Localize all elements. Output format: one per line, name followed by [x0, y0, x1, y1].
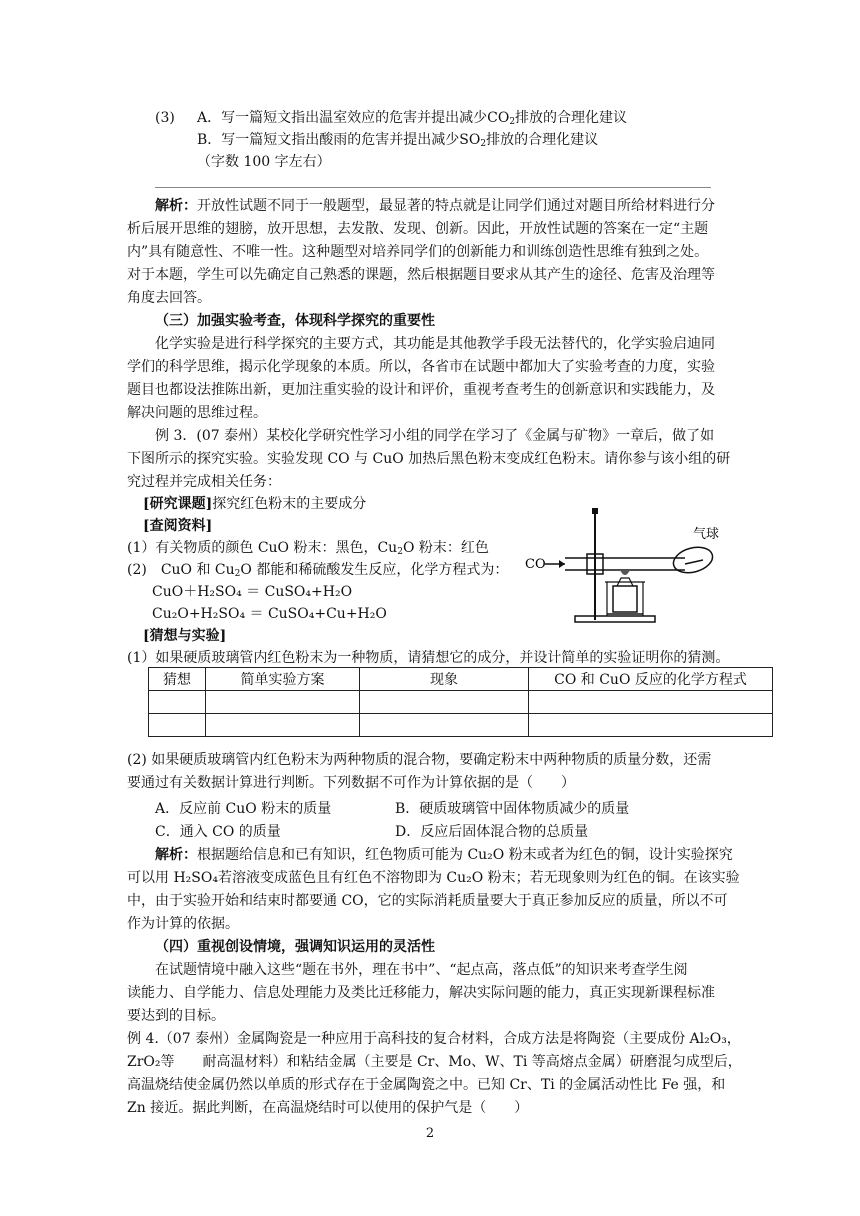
guess-table: [148, 667, 773, 737]
analysis2-line1: 解析：根据题给信息和已有知识，红色物质可能为 Cu₂O 粉末或者为红色的铜，设计实验探究: [155, 847, 733, 863]
section3-p3: 题目也都设法推陈出新，更加注重实验的设计和评价，重视考查考生的创新意识和实践能力，及: [127, 382, 715, 398]
table-cell[interactable]: [360, 714, 529, 737]
question-1: (1）如果硬质玻璃管内红色粉末为一种物质，请猜想它的成分，并设计简单的实验证明你的猜测。: [127, 650, 730, 666]
table-cell[interactable]: [149, 691, 206, 714]
section3-p2: 学们的科学思维，揭示化学现象的本质。所以，各省市在试题中都加大了实验考查的力度，实验: [127, 359, 715, 375]
q3-option-b: B．写一篇短文指出酸雨的危害并提出减少$SO_2$排放的合理化建议: [197, 132, 599, 149]
option-c: C．通入 CO 的质量: [155, 824, 281, 840]
section3-p1: 化学实验是进行科学探究的主要方式，其功能是其他教学手段无法替代的，化学实验启迪同: [155, 336, 715, 352]
example3-line3: 究过程并完成相关任务：: [127, 474, 281, 490]
table-cell[interactable]: [529, 691, 773, 714]
question-2-line2: 要通过有关数据计算进行判断。下列数据不可作为计算依据的是（ ）: [127, 775, 575, 791]
reference-label: [查阅资料]: [143, 518, 213, 534]
co-label: CO: [525, 557, 546, 572]
table-cell[interactable]: [360, 691, 529, 714]
example4-line1: 例 4.（07 泰州）金属陶瓷是一种应用于高科技的复合材料，合成方法是将陶瓷（主要成份 Al₂O₃，: [127, 1031, 741, 1047]
section4-p3: 要达到的目标。: [127, 1008, 225, 1024]
apparatus-figure: [525, 508, 725, 628]
table-header: 现象: [360, 668, 529, 691]
divider-line: [155, 187, 711, 188]
research-topic: [研究课题]探究红色粉末的主要成分: [143, 496, 367, 512]
balloon-label: 气球: [693, 527, 720, 542]
q3-note: （字数 100 字左右）: [197, 154, 331, 170]
table-cell[interactable]: [206, 714, 360, 737]
reference-item-1: (1）有关物质的颜色 CuO 粉末：黑色，$Cu_2O$ 粉末：红色: [127, 540, 489, 557]
analysis1-line4: 对于本题，学生可以先确定自己熟悉的课题，然后根据题目要求从其产生的途径、危害及治理等: [127, 267, 715, 283]
analysis1-line5: 角度去回答。: [127, 290, 211, 306]
table-header-row: [149, 668, 773, 691]
example4-line4: Zn 接近。据此判断，在高温烧结时可以使用的保护气是（ ）: [127, 1100, 529, 1116]
analysis1-line3: 内”具有随意性、不唯一性。这种题型对培养同学们的创新能力和训练创造性思维有独到之处。: [127, 244, 709, 260]
example3-line2: 下图所示的探究实验。实验发现 CO 与 CuO 加热后黑色粉末变成红色粉末。请你参与该小组的研: [127, 451, 731, 467]
analysis2-line4: 作为计算的依据。: [127, 916, 239, 932]
table-row: [149, 714, 773, 737]
section3-heading: （三）加强实验考查，体现科学探究的重要性: [155, 313, 435, 329]
section4-heading: （四）重视创设情境，强调知识运用的灵活性: [155, 939, 435, 955]
analysis2-line2: 可以用 H₂SO₄若溶液变成蓝色且有红色不溶物即为 Cu₂O 粉末；若无现象则为红色的铜。在该实验: [127, 870, 740, 886]
example3-line1: 例 3．(07 泰州）某校化学研究性学习小组的同学在学习了《金属与矿物》一章后，做了如: [155, 428, 715, 444]
section3-p4: 解决问题的思维过程。: [127, 405, 267, 421]
option-d: D．反应后固体混合物的总质量: [395, 824, 589, 840]
table-header: 猜想: [149, 668, 206, 691]
section4-p2: 读能力、自学能力、信息处理能力及类比迁移能力，解决实际问题的能力，真正实现新课程标准: [127, 985, 715, 1001]
q3-option-a: A．写一篇短文指出温室效应的危害并提出减少$CO_2$排放的合理化建议: [197, 110, 628, 127]
equation-2: Cu₂O+H₂SO₄ ＝ CuSO₄+Cu+H₂O: [152, 606, 387, 622]
analysis2-line3: 中，由于实验开始和结束时都要通 CO，它的实际消耗质量要大于真正参加反应的质量，所以不可: [127, 893, 728, 909]
q3-number: (3): [155, 110, 175, 126]
option-b: B．硬质玻璃管中固体物质减少的质量: [395, 801, 630, 817]
analysis1-line1: 解析：开放性试题不同于一般题型，最显著的特点就是让同学们通过对题目所给材料进行分: [155, 198, 715, 214]
example4-line2: ZrO₂等 耐高温材料）和粘结金属（主要是 Cr、Mo、W、Ti 等高熔点金属）研磨混匀成型后，: [127, 1054, 742, 1070]
analysis1-line2: 析后展开思维的翅膀，放开思想，去发散、发现、创新。因此，开放性试题的答案在一定“主题: [127, 221, 709, 237]
table-cell[interactable]: [149, 714, 206, 737]
table-header: 简单实验方案: [206, 668, 360, 691]
equation-1: CuO＋H₂SO₄ ＝ CuSO₄+H₂O: [152, 584, 353, 600]
table-header: CO 和 CuO 反应的化学方程式: [529, 668, 773, 691]
page-number: 2: [425, 1126, 435, 1141]
table-cell[interactable]: [206, 691, 360, 714]
reference-item-2: (2) CuO 和 $Cu_2O$ 都能和稀硫酸发生反应，化学方程式为：: [127, 562, 509, 579]
example4-line3: 高温烧结使金属仍然以单质的形式存在于金属陶瓷之中。已知 Cr、Ti 的金属活动性比 Fe 强，和: [127, 1077, 726, 1093]
option-a: A．反应前 CuO 粉末的质量: [155, 801, 332, 817]
table-cell[interactable]: [529, 714, 773, 737]
table-row: [149, 691, 773, 714]
question-2-line1: (2) 如果硬质玻璃管内红色粉末为两种物质的混合物，要确定粉末中两种物质的质量分数，还需: [127, 752, 712, 768]
section4-p1: 在试题情境中融入这些“题在书外，理在书中”、“起点高，落点低”的知识来考查学生阅: [155, 962, 688, 978]
guess-label: [猜想与实验]: [143, 628, 227, 644]
